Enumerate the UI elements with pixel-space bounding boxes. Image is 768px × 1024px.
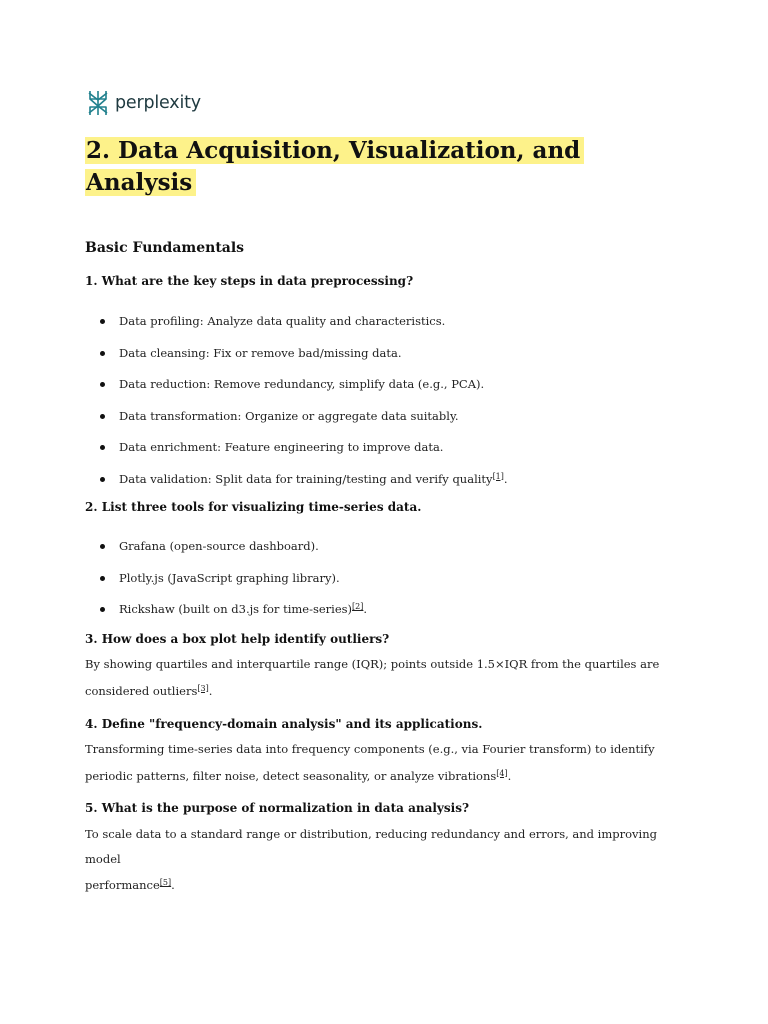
page-title [85,135,585,199]
list-item [100,472,508,504]
title-highlight: 2. Data Acquisition, Visualization, and Analysis [85,137,584,196]
answer-3-line-1: By showing quartiles and interquartile range (IQR); points outside 1.5×IQR from the quartiles are [85,657,660,671]
list-item-text: Data validation: Split data for training/testing and verify quality [119,471,493,486]
list-item: Data enrichment: Feature engineering to improve data. [100,440,508,472]
list-item: Plotly.js (JavaScript graphing library). [100,571,367,603]
citation-link[interactable]: [1] [492,471,504,481]
question-2: 2. List three tools for visualizing time-series data. [85,500,422,514]
citation-link[interactable]: [5] [159,878,172,887]
brand-name: perplexity [115,93,201,113]
question-5: 5. What is the purpose of normalization in data analysis? [85,801,469,815]
citation-link[interactable]: [3] [197,683,209,693]
list-item: Grafana (open-source dashboard). [100,539,367,571]
sentence-end: . [171,878,175,892]
question-1: 1. What are the key steps in data preprocessing? [85,274,414,288]
answer-4-line-2: periodic patterns, filter noise, detect seasonality, or analyze vibrations [85,768,497,783]
sentence-end: . [363,602,368,616]
answer-5 [85,822,675,898]
section-heading: Basic Fundamentals [85,240,245,256]
answer-5-line-2: performance [85,878,160,892]
list-item: Data transformation: Organize or aggregate data suitably. [100,409,508,441]
question-4: 4. Define "frequency-domain analysis" and its applications. [85,717,483,731]
citation-link[interactable]: [2] [352,602,364,611]
answer-5-line-1: To scale data to a standard range or distribution, reducing redundancy and errors, and improving model [85,827,657,866]
question-3: 3. How does a box plot help identify outliers? [85,632,390,646]
list-item: Data reduction: Remove redundancy, simplify data (e.g., PCA). [100,377,508,409]
citation-link[interactable]: [4] [496,768,508,778]
list-item-text: Rickshaw (built on d3.js for time-series) [119,602,353,616]
answer-3-line-2: considered outliers [85,683,198,698]
answer-4 [85,737,675,788]
sentence-end: . [507,768,512,783]
brand-logo [87,89,201,117]
list-item: Data profiling: Analyze data quality and characteristics. [100,314,508,346]
list-item [100,602,367,634]
question-1-bullet-list [100,314,508,503]
list-item: Data cleansing: Fix or remove bad/missing data. [100,346,508,378]
sentence-end: . [503,471,508,486]
answer-3 [85,652,675,703]
sentence-end: . [208,683,213,698]
answer-4-line-1: Transforming time-series data into frequency components (e.g., via Fourier transform) to identify [85,742,655,756]
perplexity-logo-icon [87,90,109,116]
question-2-bullet-list [100,539,367,634]
